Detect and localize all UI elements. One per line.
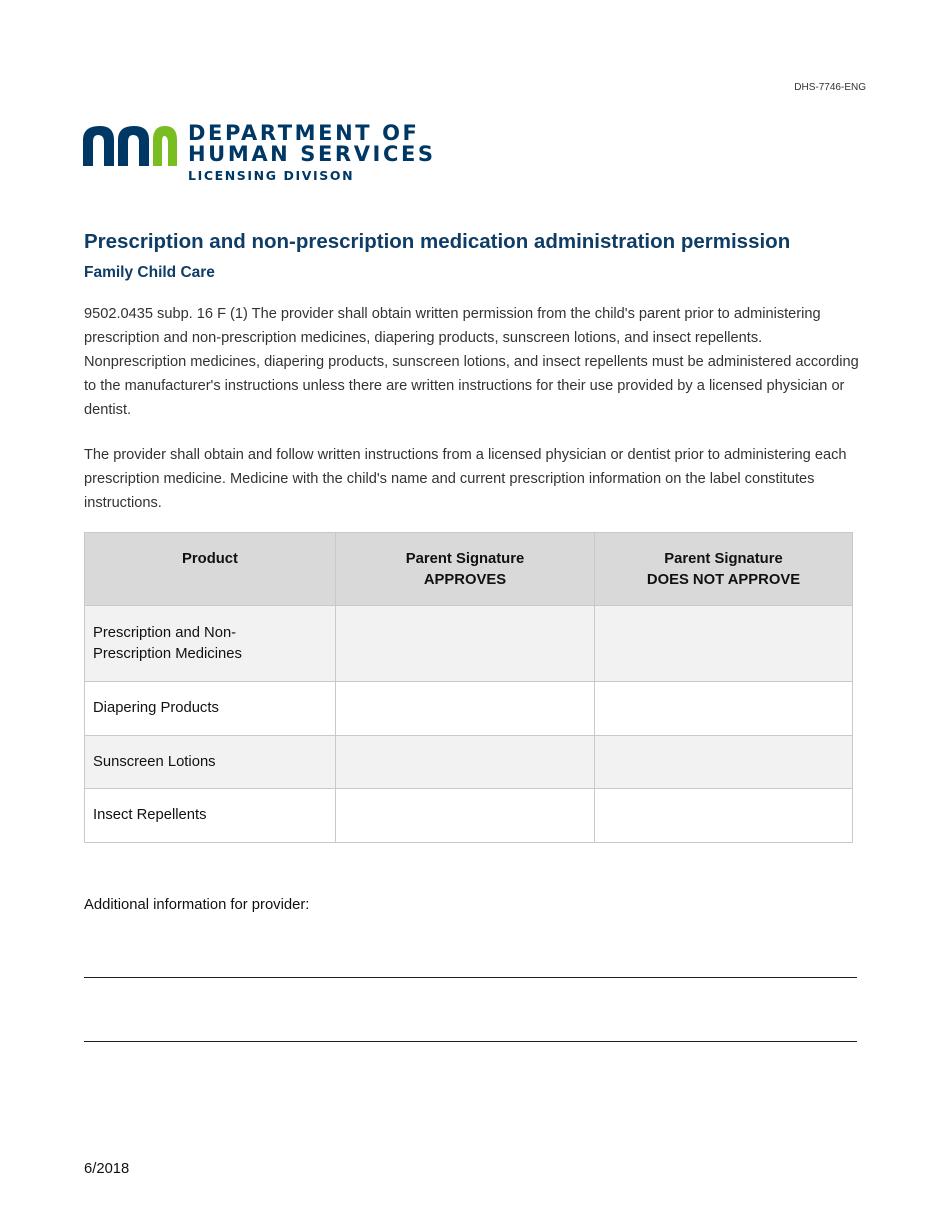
product-cell	[85, 606, 336, 682]
header-product	[85, 533, 336, 606]
header-approves-line1: Parent Signature	[405, 551, 525, 567]
does-not-approve-signature-cell[interactable]	[595, 789, 853, 843]
does-not-approve-signature-cell[interactable]	[595, 736, 853, 789]
approves-signature-cell[interactable]	[336, 789, 595, 843]
form-code: DHS-7746-ENG	[794, 82, 866, 93]
approves-signature-cell[interactable]	[336, 736, 595, 789]
table-row	[85, 736, 853, 789]
header-product-label: Product	[182, 551, 238, 567]
table-row	[85, 682, 853, 736]
mn-logo-icon	[83, 122, 177, 166]
additional-info-line[interactable]	[84, 1041, 857, 1042]
additional-info-label: Additional information for provider:	[84, 897, 310, 913]
logo-text-line3: LICENSING DIVISON	[188, 168, 355, 183]
table-header-row	[85, 533, 853, 606]
permission-table	[84, 532, 853, 843]
product-name: Sunscreen Lotions	[93, 753, 216, 770]
footer-date: 6/2018	[84, 1161, 130, 1177]
logo-text-line1: DEPARTMENT OF	[188, 121, 420, 145]
header-approves	[336, 533, 595, 606]
approves-signature-cell[interactable]	[336, 606, 595, 682]
header-does-not-approve-line2: DOES NOT APPROVE	[646, 572, 801, 588]
approves-signature-cell[interactable]	[336, 682, 595, 736]
product-cell	[85, 736, 336, 789]
product-name: Diapering Products	[93, 700, 219, 716]
product-name: Prescription and Non-Prescription Medicines	[93, 624, 242, 662]
logo-text-line2: HUMAN SERVICES	[188, 142, 436, 166]
does-not-approve-signature-cell[interactable]	[595, 606, 853, 682]
instructions-paragraph: The provider shall obtain and follow written instructions from a licensed physician or dentist prior to administering each prescription medicine. Medicine with the child's name and current prescription information on the label constitutes instructions.	[84, 447, 847, 511]
regulation-paragraph: 9502.0435 subp. 16 F (1) The provider shall obtain written permission from the child's parent prior to administering prescription and non-prescription medicines, diapering products, sunscreen lotions, and insect repellents. Nonprescription medicines, diapering products, sunscreen lotions, and insect repellents must be administered according to the manufacturer's instructions unless there are written instructions for their use provided by a licensed physician or dentist.	[84, 306, 859, 418]
page-title: Prescription and non-prescription medication administration permission	[84, 230, 791, 253]
header-approves-line2: APPROVES	[423, 572, 507, 588]
does-not-approve-signature-cell[interactable]	[595, 682, 853, 736]
header-does-not-approve-line1: Parent Signature	[664, 551, 783, 567]
product-name: Insect Repellents	[93, 807, 207, 823]
product-cell	[85, 682, 336, 736]
product-cell	[85, 789, 336, 843]
table-row	[85, 606, 853, 682]
table-row	[85, 789, 853, 843]
header-does-not-approve	[595, 533, 853, 606]
dhs-logo	[83, 122, 436, 183]
additional-info-line[interactable]	[84, 977, 857, 978]
page-subtitle: Family Child Care	[84, 264, 215, 281]
